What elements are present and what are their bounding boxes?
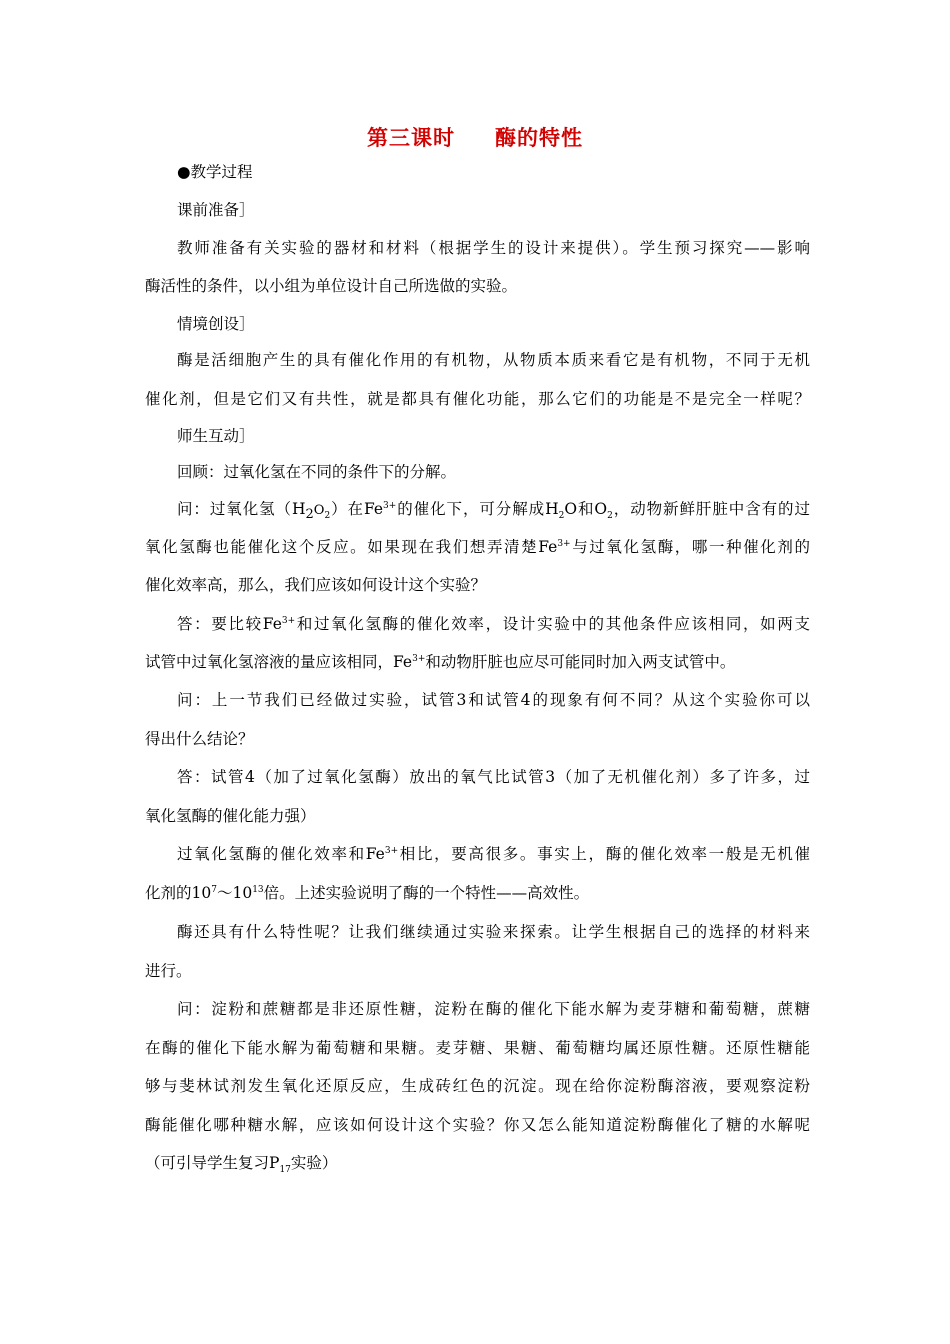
section-prep: 课前准备］	[177, 201, 255, 219]
para-scene-line2: 催化剂，但是它们又有共性，就是都具有催化功能，那么它们的功能是不是完全一样呢？	[145, 390, 810, 408]
para-explore-line1: 酶还具有什么特性呢？让我们继续通过实验来探索。让学生根据自己的选择的材料来	[177, 923, 810, 941]
question1-line2: 氧化氢酶也能催化这个反应。如果现在我们想弄清楚$Fe^{3+}$与过氧化氢酶，哪一种催化剂的	[145, 538, 810, 556]
section-teaching-process: ●教学过程	[177, 163, 253, 181]
answer2-line1: 答：试管4（加了过氧化氢酶）放出的氧气比试管3（加了无机催化剂）多了许多，过	[177, 768, 810, 786]
question2-line1: 问：上一节我们已经做过实验，试管3和试管4的现象有何不同？从这个实验你可以	[177, 691, 810, 709]
question3-line1: 问：淀粉和蔗糖都是非还原性糖，淀粉在酶的催化下能水解为麦芽糖和葡萄糖，蔗糖	[177, 1000, 810, 1018]
para-prep-line2: 酶活性的条件，以小组为单位设计自己所选做的实验。	[145, 277, 518, 295]
answer1-line2: 试管中过氧化氢溶液的量应该相同，$Fe^{3+}$和动物肝脏也应尽可能同时加入两支试管中。	[145, 653, 736, 671]
section-interaction: 师生互动］	[177, 427, 255, 445]
para-explore-line2: 进行。	[145, 962, 192, 980]
question2-line2: 得出什么结论？	[145, 730, 254, 748]
answer2-line2: 氧化氢酶的催化能力强）	[145, 807, 316, 825]
question3-line4: 酶能催化哪种糖水解，应该如何设计这个实验？你又怎么能知道淀粉酶催化了糖的水解呢	[145, 1116, 810, 1134]
lesson-title	[0, 122, 950, 152]
title-lesson-number: 第三课时	[367, 126, 455, 150]
question3-line2: 在酶的催化下能水解为葡萄糖和果糖。麦芽糖、果糖、葡萄糖均属还原性糖。还原性糖能	[145, 1039, 810, 1057]
para-efficiency-line2: 化剂的$10^7\sim 10^{13}$倍。上述实验说明了酶的一个特性——高效性。	[145, 884, 590, 902]
question1-line3: 催化效率高，那么，我们应该如何设计这个实验？	[145, 576, 487, 594]
question3-line3: 够与斐林试剂发生氧化还原反应，生成砖红色的沉淀。现在给你淀粉酶溶液，要观察淀粉	[145, 1077, 810, 1095]
section-scene: 情境创设］	[177, 315, 255, 333]
para-prep-line1: 教师准备有关实验的器材和材料（根据学生的设计来提供）。学生预习探究——影响	[177, 239, 810, 257]
answer1-line1: 答：要比较$Fe^{3+}$和过氧化氢酶的催化效率，设计实验中的其他条件应该相同，如两支	[177, 615, 810, 633]
para-scene-line1: 酶是活细胞产生的具有催化作用的有机物，从物质本质来看它是有机物，不同于无机	[177, 351, 810, 369]
review-line: 回顾：过氧化氢在不同的条件下的分解。	[177, 463, 457, 481]
title-topic: 酶的特性	[495, 126, 583, 150]
question3-line5: （可引导学生复习$P_{17}$实验）	[145, 1154, 338, 1173]
question1-line1: 问：过氧化氢$(H_2O_2)$在$Fe^{3+}$的催化下，可分解成$H_2O$和$O_2$，动物新鲜肝脏中含有的过	[177, 500, 810, 521]
para-efficiency-line1: 过氧化氢酶的催化效率和$Fe^{3+}$相比，要高很多。事实上，酶的催化效率一般是无机催	[177, 845, 810, 863]
